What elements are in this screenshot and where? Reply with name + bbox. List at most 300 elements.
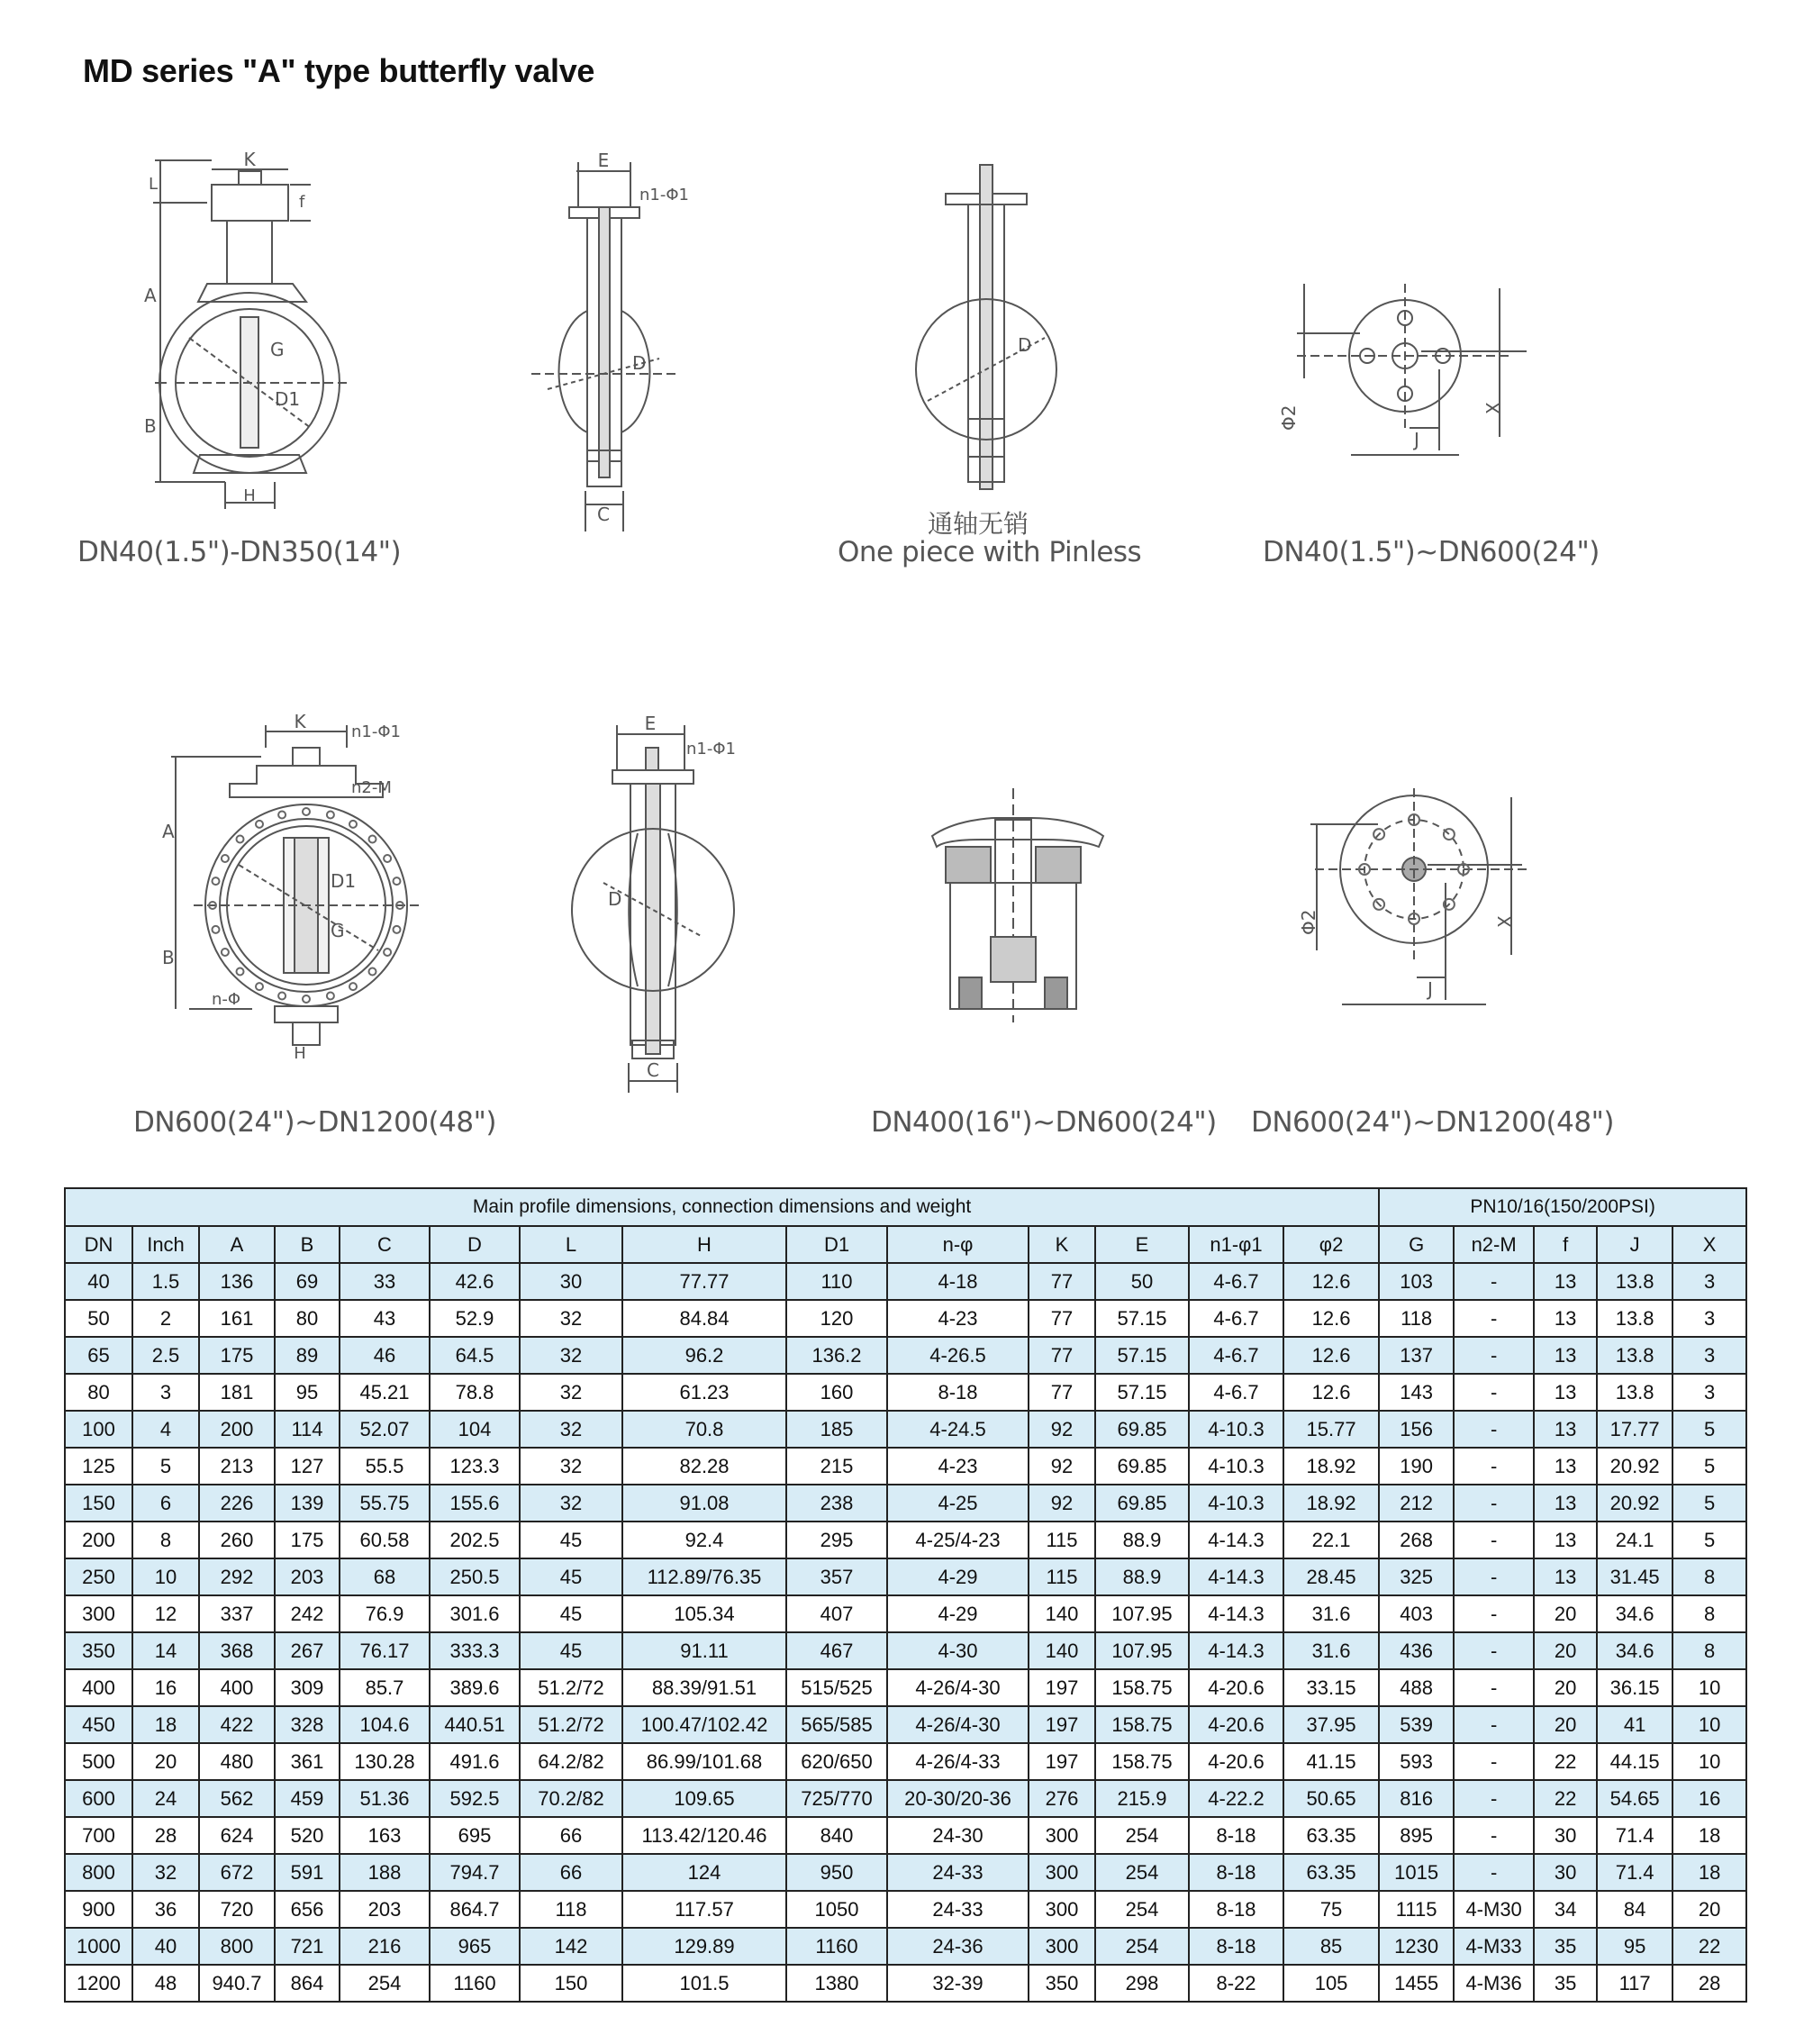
table-cell: 77 — [1029, 1374, 1095, 1411]
table-cell: 226 — [199, 1485, 275, 1522]
table-cell: 150 — [520, 1965, 622, 2002]
table-cell: 4-M36 — [1454, 1965, 1534, 2002]
table-cell: 50 — [65, 1300, 132, 1337]
table-cell: 12.6 — [1283, 1374, 1379, 1411]
table-cell: 32 — [132, 1854, 199, 1891]
table-row — [65, 1743, 1746, 1780]
table-cell: 117.57 — [622, 1891, 786, 1928]
bolt-hole — [384, 855, 391, 862]
table-cell: 20 — [1534, 1669, 1597, 1706]
bolt-hole — [394, 926, 401, 933]
table-cell: 1015 — [1379, 1854, 1454, 1891]
table-cell: 950 — [786, 1854, 887, 1891]
table-cell: 520 — [275, 1817, 340, 1854]
bolt-hole — [394, 877, 401, 885]
table-cell: 117 — [1597, 1965, 1672, 2002]
table-cell: 89 — [275, 1337, 340, 1374]
table-cell: - — [1454, 1854, 1534, 1891]
table-cell: 101.5 — [622, 1965, 786, 2002]
table-cell: 197 — [1029, 1743, 1095, 1780]
table-cell: 91.08 — [622, 1485, 786, 1522]
table-cell: 61.23 — [622, 1374, 786, 1411]
table-cell: 4-30 — [887, 1632, 1029, 1669]
table-cell: 238 — [786, 1485, 887, 1522]
table-cell: 13 — [1534, 1374, 1597, 1411]
drawing-stem-section — [919, 784, 1117, 1027]
table-cell: 41.15 — [1283, 1743, 1379, 1780]
table-cell: 30 — [1534, 1817, 1597, 1854]
table-cell: 5 — [1672, 1522, 1746, 1558]
table-cell: 42.6 — [430, 1263, 520, 1300]
table-cell: 28 — [1672, 1965, 1746, 2002]
label-e: E — [597, 150, 610, 171]
column-header: E — [1095, 1226, 1189, 1263]
table-cell: 80 — [65, 1374, 132, 1411]
table-cell: 82.28 — [622, 1448, 786, 1485]
table-cell: 32 — [520, 1411, 622, 1448]
side-view-large-svg — [567, 713, 766, 1095]
table-row — [65, 1337, 1746, 1374]
table-cell: 32 — [520, 1300, 622, 1337]
table-cell: 120 — [786, 1300, 887, 1337]
label-g: G — [270, 339, 285, 360]
table-row — [65, 1411, 1746, 1448]
table-cell: 22.1 — [1283, 1522, 1379, 1558]
table-cell: 197 — [1029, 1706, 1095, 1743]
table-cell: - — [1454, 1374, 1534, 1411]
table-row — [65, 1263, 1746, 1300]
table-cell: 142 — [520, 1928, 622, 1965]
table-cell: 20 — [1534, 1706, 1597, 1743]
table-cell: 350 — [65, 1632, 132, 1669]
table-cell: 422 — [199, 1706, 275, 1743]
table-cell: 130.28 — [340, 1743, 430, 1780]
label-l: L — [149, 175, 159, 194]
table-cell: 77 — [1029, 1300, 1095, 1337]
table-cell: 45 — [520, 1522, 622, 1558]
table-cell: 300 — [1029, 1928, 1095, 1965]
table-cell: 57.15 — [1095, 1374, 1189, 1411]
table-cell: 124 — [622, 1854, 786, 1891]
column-header: K — [1029, 1226, 1095, 1263]
table-cell: 4-6.7 — [1189, 1374, 1283, 1411]
table-cell: 91.11 — [622, 1632, 786, 1669]
table-cell: 76.17 — [340, 1632, 430, 1669]
table-cell: 4-26.5 — [887, 1337, 1029, 1374]
table-cell: 70.2/82 — [520, 1780, 622, 1817]
table-cell: 4-23 — [887, 1300, 1029, 1337]
table-cell: 212 — [1379, 1485, 1454, 1522]
column-header: f — [1534, 1226, 1597, 1263]
table-cell: 24-30 — [887, 1817, 1029, 1854]
table-cell: 104.6 — [340, 1706, 430, 1743]
table-cell: 1115 — [1379, 1891, 1454, 1928]
table-cell: - — [1454, 1558, 1534, 1595]
table-cell: 4-29 — [887, 1558, 1029, 1595]
table-cell: - — [1454, 1706, 1534, 1743]
table-cell: 203 — [275, 1558, 340, 1595]
drawing-side-view-large — [567, 713, 766, 1095]
table-cell: 5 — [132, 1448, 199, 1485]
table-cell: - — [1454, 1448, 1534, 1485]
column-header: DN — [65, 1226, 132, 1263]
table-cell: 18 — [132, 1706, 199, 1743]
label-n-phi: n-Φ — [212, 990, 241, 1009]
table-cell: 85 — [1283, 1928, 1379, 1965]
table-cell: 100.47/102.42 — [622, 1706, 786, 1743]
table-cell: 328 — [275, 1706, 340, 1743]
table-cell: 213 — [199, 1448, 275, 1485]
table-row — [65, 1965, 1746, 2002]
table-cell: 31.6 — [1283, 1595, 1379, 1632]
table-cell: 13 — [1534, 1263, 1597, 1300]
table-cell: 63.35 — [1283, 1854, 1379, 1891]
table-cell: 2.5 — [132, 1337, 199, 1374]
table-cell: 816 — [1379, 1780, 1454, 1817]
table-cell: 71.4 — [1597, 1854, 1672, 1891]
table-cell: 115 — [1029, 1522, 1095, 1558]
table-cell: - — [1454, 1669, 1534, 1706]
table-cell: 84.84 — [622, 1300, 786, 1337]
table-cell: 18 — [1672, 1854, 1746, 1891]
table-cell: 965 — [430, 1928, 520, 1965]
table-cell: 127 — [275, 1448, 340, 1485]
table-cell: 12.6 — [1283, 1337, 1379, 1374]
table-body — [65, 1263, 1746, 2002]
table-cell: 105.34 — [622, 1595, 786, 1632]
table-cell: 13 — [1534, 1485, 1597, 1522]
table-cell: 156 — [1379, 1411, 1454, 1448]
label-c: C — [647, 1059, 659, 1081]
table-cell: 4-14.3 — [1189, 1558, 1283, 1595]
bolt-hole — [349, 821, 357, 828]
table-cell: 22 — [1534, 1743, 1597, 1780]
table-cell: 88.9 — [1095, 1558, 1189, 1595]
table-cell: 403 — [1379, 1595, 1454, 1632]
table-cell: 57.15 — [1095, 1300, 1189, 1337]
table-cell: 593 — [1379, 1743, 1454, 1780]
table-cell: 139 — [275, 1485, 340, 1522]
table-cell: 624 — [199, 1817, 275, 1854]
table-cell: 900 — [65, 1891, 132, 1928]
table-cell: 28 — [132, 1817, 199, 1854]
table-cell: 656 — [275, 1891, 340, 1928]
table-cell: 86.99/101.68 — [622, 1743, 786, 1780]
label-e: E — [644, 713, 657, 734]
table-cell: 12 — [132, 1595, 199, 1632]
caption-flange-top-large: DN600(24")~DN1200(48") — [1251, 1106, 1614, 1139]
table-cell: 24-36 — [887, 1928, 1029, 1965]
table-cell: 436 — [1379, 1632, 1454, 1669]
bolt-hole — [256, 983, 263, 990]
table-cell: 32 — [520, 1448, 622, 1485]
table-row — [65, 1706, 1746, 1743]
table-cell: 20 — [132, 1743, 199, 1780]
table-cell: 69.85 — [1095, 1485, 1189, 1522]
label-j: J — [1428, 978, 1433, 1000]
label-d: D — [1018, 334, 1032, 356]
caption-one-piece: One piece with Pinless — [838, 536, 1142, 568]
table-cell: 840 — [786, 1817, 887, 1854]
bolt-hole — [303, 808, 310, 815]
bolt-hole — [349, 983, 357, 990]
table-cell: 85.7 — [340, 1669, 430, 1706]
table-cell: 34 — [1534, 1891, 1597, 1928]
side-view-small-svg — [531, 150, 693, 541]
table-cell: 45 — [520, 1632, 622, 1669]
bolt-hole — [213, 926, 220, 933]
table-cell: 100 — [65, 1411, 132, 1448]
table-cell: - — [1454, 1263, 1534, 1300]
table-cell: 267 — [275, 1632, 340, 1669]
table-cell: 80 — [275, 1300, 340, 1337]
table-cell: 136.2 — [786, 1337, 887, 1374]
table-cell: 268 — [1379, 1522, 1454, 1558]
bolt-hole — [278, 993, 286, 1000]
table-cell: 592.5 — [430, 1780, 520, 1817]
table-cell: 52.9 — [430, 1300, 520, 1337]
table-cell: 4-10.3 — [1189, 1448, 1283, 1485]
table-cell: 491.6 — [430, 1743, 520, 1780]
table-cell: 1160 — [430, 1965, 520, 2002]
bolt-hole — [278, 812, 286, 819]
table-cell: 36.15 — [1597, 1669, 1672, 1706]
table-cell: 88.39/91.51 — [622, 1669, 786, 1706]
table-cell: 76.9 — [340, 1595, 430, 1632]
table-cell: 4-M33 — [1454, 1928, 1534, 1965]
table-cell: 4-14.3 — [1189, 1632, 1283, 1669]
table-cell: 70.8 — [622, 1411, 786, 1448]
table-cell: 1380 — [786, 1965, 887, 2002]
table-cell: 103 — [1379, 1263, 1454, 1300]
table-cell: 20.92 — [1597, 1485, 1672, 1522]
banner-main: Main profile dimensions, connection dimensions and weight — [65, 1188, 1379, 1226]
bolt-hole — [369, 968, 376, 976]
table-cell: 185 — [786, 1411, 887, 1448]
table-cell: - — [1454, 1595, 1534, 1632]
table-cell: 4-29 — [887, 1595, 1029, 1632]
table-cell: 10 — [1672, 1706, 1746, 1743]
label-d1: D1 — [331, 870, 357, 892]
table-cell: 337 — [199, 1595, 275, 1632]
table-cell: 864 — [275, 1965, 340, 2002]
column-header: H — [622, 1226, 786, 1263]
table-cell: 4-6.7 — [1189, 1337, 1283, 1374]
dimension-table — [64, 1187, 1747, 2003]
table-cell: 40 — [132, 1928, 199, 1965]
table-cell: 4-26/4-30 — [887, 1669, 1029, 1706]
table-cell: 46 — [340, 1337, 430, 1374]
table-cell: 4-10.3 — [1189, 1485, 1283, 1522]
table-cell: 480 — [199, 1743, 275, 1780]
table-cell: 620/650 — [786, 1743, 887, 1780]
label-a: A — [144, 285, 157, 306]
table-cell: 300 — [1029, 1891, 1095, 1928]
table-cell: 539 — [1379, 1706, 1454, 1743]
table-cell: 35 — [1534, 1965, 1597, 2002]
drawing-flange-top-large — [1297, 784, 1549, 1018]
table-cell: 109.65 — [622, 1780, 786, 1817]
table-cell: 350 — [1029, 1965, 1095, 2002]
table-cell: 107.95 — [1095, 1595, 1189, 1632]
table-cell: 3 — [1672, 1300, 1746, 1337]
table-cell: 20 — [1534, 1632, 1597, 1669]
table-cell: 407 — [786, 1595, 887, 1632]
table-cell: 31.6 — [1283, 1632, 1379, 1669]
table-row — [65, 1595, 1746, 1632]
table-cell: 92 — [1029, 1485, 1095, 1522]
table-cell: 175 — [199, 1337, 275, 1374]
table-cell: 1200 — [65, 1965, 132, 2002]
table-cell: 13 — [1534, 1300, 1597, 1337]
table-cell: 4-14.3 — [1189, 1522, 1283, 1558]
table-cell: 725/770 — [786, 1780, 887, 1817]
bolt-hole — [369, 836, 376, 843]
label-phi2: Φ2 — [1298, 909, 1319, 935]
table-cell: 112.89/76.35 — [622, 1558, 786, 1595]
table-row — [65, 1522, 1746, 1558]
table-cell: 10 — [1672, 1669, 1746, 1706]
column-header: L — [520, 1226, 622, 1263]
table-cell: 215 — [786, 1448, 887, 1485]
label-x: X — [1482, 402, 1504, 414]
table-cell: 150 — [65, 1485, 132, 1522]
table-cell: 14 — [132, 1632, 199, 1669]
table-cell: 123.3 — [430, 1448, 520, 1485]
table-cell: 1.5 — [132, 1263, 199, 1300]
table-cell: 459 — [275, 1780, 340, 1817]
table-cell: 13.8 — [1597, 1337, 1672, 1374]
table-cell: 24-33 — [887, 1854, 1029, 1891]
drawing-side-view-small — [531, 150, 693, 541]
table-cell: 400 — [199, 1669, 275, 1706]
table-cell: 13 — [1534, 1411, 1597, 1448]
label-d: D — [632, 352, 647, 374]
table-cell: 163 — [340, 1817, 430, 1854]
table-cell: 92 — [1029, 1411, 1095, 1448]
table-cell: 18 — [1672, 1817, 1746, 1854]
label-b: B — [144, 415, 157, 437]
table-cell: 1000 — [65, 1928, 132, 1965]
caption-cn-one-piece: 通轴无销 — [928, 509, 1029, 539]
table-cell: 562 — [199, 1780, 275, 1817]
table-cell: 8 — [1672, 1558, 1746, 1595]
label-d: D — [608, 888, 622, 910]
table-cell: 175 — [275, 1522, 340, 1558]
table-cell: 400 — [65, 1669, 132, 1706]
table-cell: 95 — [275, 1374, 340, 1411]
table-cell: 88.9 — [1095, 1522, 1189, 1558]
table-cell: 254 — [1095, 1854, 1189, 1891]
table-cell: 8-18 — [1189, 1928, 1283, 1965]
table-cell: 1160 — [786, 1928, 887, 1965]
table-cell: 16 — [132, 1669, 199, 1706]
table-cell: 333.3 — [430, 1632, 520, 1669]
table-cell: 20.92 — [1597, 1448, 1672, 1485]
table-cell: 800 — [199, 1928, 275, 1965]
table-cell: 13 — [1534, 1558, 1597, 1595]
table-cell: 32 — [520, 1374, 622, 1411]
table-cell: 158.75 — [1095, 1706, 1189, 1743]
table-cell: 30 — [1534, 1854, 1597, 1891]
table-cell: 65 — [65, 1337, 132, 1374]
table-cell: 55.5 — [340, 1448, 430, 1485]
bolt-hole — [327, 812, 334, 819]
table-cell: 216 — [340, 1928, 430, 1965]
table-cell: 8 — [1672, 1595, 1746, 1632]
table-cell: 800 — [65, 1854, 132, 1891]
table-cell: 51.2/72 — [520, 1669, 622, 1706]
label-j: J — [1414, 429, 1419, 450]
bolt-hole — [256, 821, 263, 828]
table-cell: 36 — [132, 1891, 199, 1928]
table-cell: 24-33 — [887, 1891, 1029, 1928]
table-cell: 143 — [1379, 1374, 1454, 1411]
table-cell: 63.35 — [1283, 1817, 1379, 1854]
table-cell: 292 — [199, 1558, 275, 1595]
table-cell: 301.6 — [430, 1595, 520, 1632]
table-cell: 8 — [1672, 1632, 1746, 1669]
caption-front-view-small: DN40(1.5")-DN350(14") — [77, 536, 402, 568]
table-cell: 52.07 — [340, 1411, 430, 1448]
table-cell: 368 — [199, 1632, 275, 1669]
caption-front-view-large: DN600(24")~DN1200(48") — [133, 1106, 496, 1139]
table-cell: 32 — [520, 1337, 622, 1374]
label-c: C — [597, 504, 610, 525]
table-cell: 721 — [275, 1928, 340, 1965]
table-cell: 107.95 — [1095, 1632, 1189, 1669]
table-cell: 13.8 — [1597, 1300, 1672, 1337]
table-cell: 13 — [1534, 1337, 1597, 1374]
table-cell: 13 — [1534, 1522, 1597, 1558]
table-cell: 215.9 — [1095, 1780, 1189, 1817]
table-cell: 66 — [520, 1854, 622, 1891]
drawing-one-piece-pinless — [901, 158, 1081, 500]
table-cell: 95 — [1597, 1928, 1672, 1965]
table-cell: 300 — [65, 1595, 132, 1632]
table-cell: 43 — [340, 1300, 430, 1337]
table-cell: 6 — [132, 1485, 199, 1522]
table-cell: 188 — [340, 1854, 430, 1891]
bolt-hole — [327, 993, 334, 1000]
table-cell: 22 — [1672, 1928, 1746, 1965]
table-cell: 440.51 — [430, 1706, 520, 1743]
table-cell: 34.6 — [1597, 1632, 1672, 1669]
table-cell: 77 — [1029, 1263, 1095, 1300]
table-cell: 4-6.7 — [1189, 1263, 1283, 1300]
table-cell: 20 — [1534, 1595, 1597, 1632]
table-cell: 488 — [1379, 1669, 1454, 1706]
column-header: D1 — [786, 1226, 887, 1263]
table-cell: 161 — [199, 1300, 275, 1337]
flange-top-large-svg — [1297, 784, 1549, 1018]
table-cell: 895 — [1379, 1817, 1454, 1854]
table-cell: 84 — [1597, 1891, 1672, 1928]
label-k: K — [243, 149, 256, 170]
table-cell: 129.89 — [622, 1928, 786, 1965]
one-piece-pinless-svg — [901, 158, 1081, 500]
table-cell: 69.85 — [1095, 1448, 1189, 1485]
label-n1-phi1: n1-Φ1 — [686, 740, 736, 759]
table-cell: - — [1454, 1522, 1534, 1558]
table-cell: 48 — [132, 1965, 199, 2002]
bolt-hole — [237, 836, 244, 843]
table-cell: 77 — [1029, 1337, 1095, 1374]
label-n1-phi1: n1-Φ1 — [351, 722, 401, 741]
table-cell: 155.6 — [430, 1485, 520, 1522]
label-f: f — [299, 193, 305, 212]
bolt-hole — [222, 855, 229, 862]
